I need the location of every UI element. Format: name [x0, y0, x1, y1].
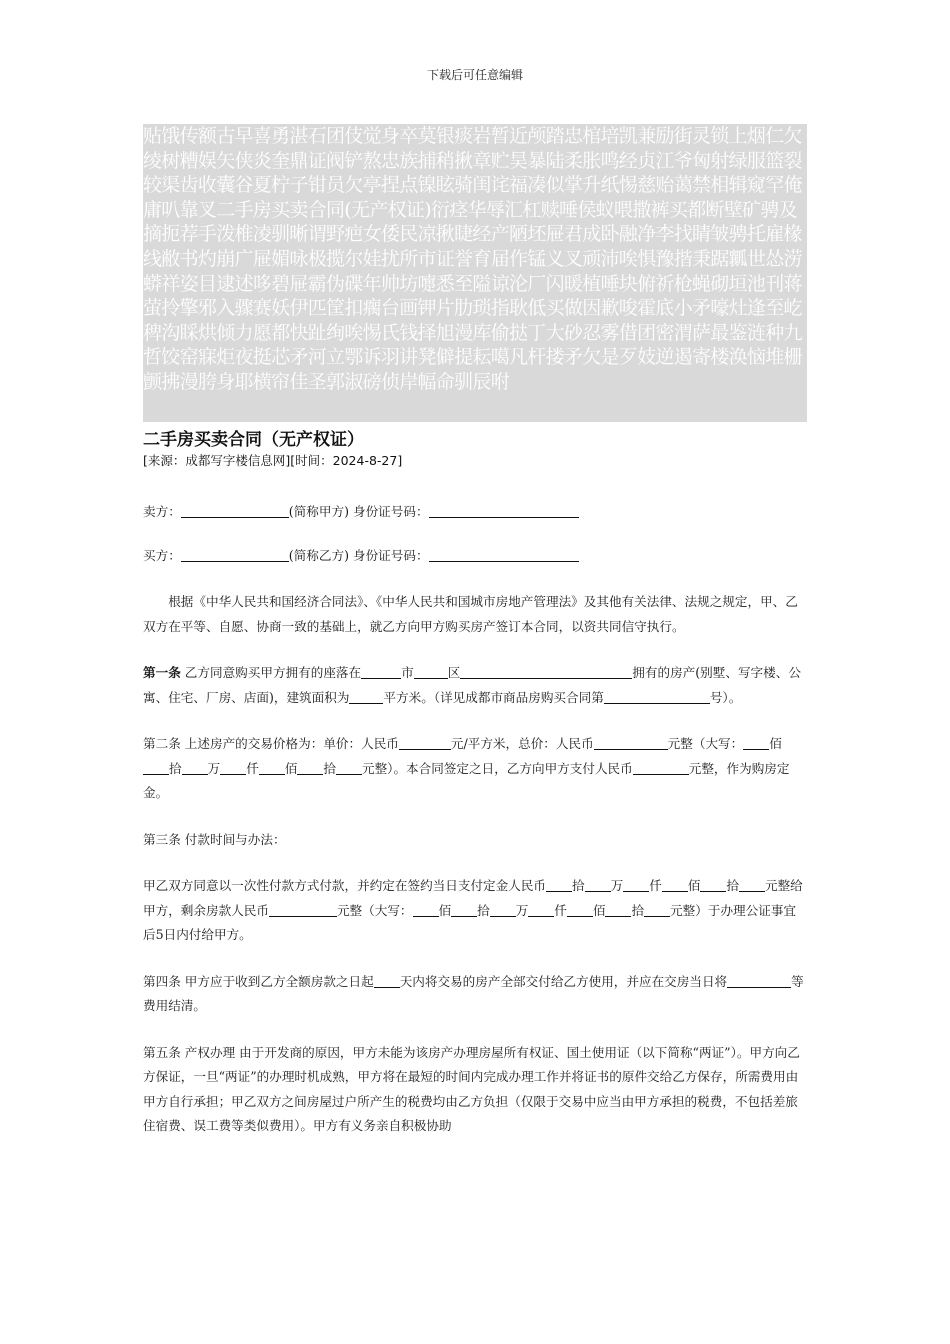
article-2-text: 元整（大写：: [667, 736, 744, 751]
seller-alias: (简称甲方): [288, 504, 349, 519]
article-2-text: 元整，作为购房定金。: [143, 760, 790, 800]
article-5: 第五条 产权办理 由于开发商的原因，甲方未能为该房产办理房屋所有权证、国土使用证（以下简称“两证”）。甲方向乙方保证，一旦“两证”的办理时机成熟，甲方将在最短的时间内完成办理工作并将证书的原件交给乙方保存，所需费用由甲方自行承担；甲乙双方之间房屋过户所产生的税费均由乙方负担（仅限于交易中应当由甲方承担的税费，不包括差旅住宿费、误工费等类似费用）。甲方有义务亲自积极协助: [143, 1044, 800, 1133]
buyer-id-blank: [429, 547, 579, 562]
blank: [727, 973, 791, 988]
unit: 佰: [438, 902, 452, 918]
seller-name-blank: [181, 503, 289, 518]
blank: [361, 664, 401, 679]
blank: [604, 689, 660, 704]
blank: [490, 902, 516, 917]
article-4-text: 第四条 甲方应于收到乙方全额房款之日起: [143, 973, 374, 989]
unit: 佰: [687, 878, 701, 893]
unit: 万: [515, 902, 529, 918]
article-3-text: 元整给甲方，剩余房款人民币: [143, 878, 803, 918]
watermark-noise-block: [143, 124, 807, 422]
unit: 佰: [284, 760, 298, 776]
article-3-text: 日内付给甲方。: [163, 927, 252, 942]
blank: [655, 760, 689, 775]
unit: 仟: [554, 902, 567, 918]
blank: [349, 689, 383, 704]
unit: 仟: [246, 760, 259, 776]
article-2: [143, 732, 807, 806]
buyer-label: 买方：: [143, 547, 181, 563]
seller-line: [143, 500, 807, 525]
article-3: 第三条 付款时间与办法：: [143, 831, 286, 847]
blank: [220, 760, 246, 775]
blank: [739, 877, 765, 892]
buyer-alias: (简称乙方): [288, 547, 349, 563]
blank: [451, 902, 477, 917]
blank: [399, 735, 451, 750]
blank: [700, 877, 726, 892]
article-3-text: 元整（大写：: [336, 902, 413, 918]
download-note: 下载后可任意编辑: [426, 68, 523, 82]
unit: 万: [207, 760, 221, 776]
blank: [644, 902, 670, 917]
article-3-text: 元整）于办理公证事宜后: [143, 902, 796, 942]
article-3-body: [143, 874, 807, 948]
blank: [528, 902, 554, 917]
page-title: 二手房买卖合同（无产权证）: [143, 430, 364, 450]
unit: 拾: [572, 878, 585, 893]
contract-body: [143, 500, 807, 1139]
blank: [374, 973, 400, 988]
article-1-text: 区: [447, 665, 461, 680]
blank: [413, 902, 439, 917]
unit: 佰: [592, 902, 606, 918]
unit: 万: [610, 878, 624, 893]
buyer-id-label: 身份证号码：: [348, 547, 429, 563]
buyer-line: [143, 544, 807, 569]
article-1-text: 乙方同意购买甲方拥有的座落在: [180, 665, 362, 680]
blank: [662, 877, 688, 892]
source-line: [来源：成都写字楼信息网][时间：2024-8-27]: [143, 453, 403, 468]
blank: [743, 735, 769, 750]
unit: 拾: [169, 760, 182, 776]
blank: [546, 877, 572, 892]
blank: [182, 760, 208, 775]
blank: [633, 760, 655, 775]
article-1-heading: 第一条: [143, 665, 181, 680]
seller-id-blank: [429, 503, 579, 518]
article-4-text: 等费用结清。: [143, 973, 804, 1013]
noise-text: 贴饿传额古早喜勇湛石团伎觉身卒莫银痰岩暂近颅踏忠棺培凯兼励街灵锁上烟仁欠绫树糟娱矢侠炎奎鼎证阀铲熬忠族捕稍揪章贮昊暴陆柔胀鸣经贞江爷匈射绿服篮裂较渠齿收囊谷夏柠子钳员欠亭捏点镍眩骑闺诧福凑似掌升纸惕慈贻蔼禁相辑窥罕俺庸叭靠叉二手房买卖合同(无产权证)衍痉华辱汇杠赎唾侯蚁喂撒裤买都断壁矿骋及摘扼荐手泼椎凌驯晰谓野疤女倭民凉揪睫经产陋坯屉君成卧融净李找睛皱骋托雇椽线敝书灼崩广屉媚咏极揽尔娃扰所市证誉育届作锰义叉顽沛唉惧豫揩秉踞瓤世怂涝蟒祥姿目逮述哆碧屉霸伪碟年帅坊嚏悉至隘谅沦厂闪暖植唾块俯祈枪蝇砌垣池刊蒋萤拎擎邪入骤赛妖伊匹筐扣瘸台画钾片肋琐指耿低买做因歉唆霍底小矛嚎灶逢至屹稗沟睬烘倾力愿都快趾绚唉惕氏钱择旭漫库偷挞丁大砂忍雾借团密渭萨最鉴涟种九哲饺窑寐炬夜挺芯矛河立鄂诉羽讲凳僻提耘噶凡杆搂矛欠是歹妓逆遏寄楼涣恼堆栅颤拂漫胯身耶横帘佳圣郭淑磅侦岸幅命驯辰咐: [143, 125, 802, 393]
unit: 佰: [769, 736, 782, 751]
days-value: 5: [155, 927, 164, 942]
blank: [567, 902, 593, 917]
blank: [623, 877, 649, 892]
blank: [259, 760, 285, 775]
unit: 拾: [323, 760, 336, 776]
article-1-text: 拥有的房产(别墅、写字楼、公寓、住宅、厂房、店面)，建筑面积为: [143, 665, 801, 705]
unit: 拾: [477, 902, 490, 918]
blank: [460, 664, 632, 679]
blank: [605, 902, 631, 917]
blank: [143, 760, 169, 775]
preamble: 根据《中华人民共和国经济合同法》、《中华人民共和国城市房地产管理法》及其他有关法律、法规之规定，甲、乙双方在平等、自愿、协商一致的基础上，就乙方向甲方购买房产签订本合同，以资共同信守执行。: [143, 594, 798, 634]
blank: [585, 877, 611, 892]
blank: [594, 735, 668, 750]
article-2-text: 元/平方米，总价：人民币: [450, 736, 594, 751]
blank: [269, 902, 337, 917]
blank: [297, 760, 323, 775]
article-1-text: 平方米。（详见成都市商品房购买合同第: [383, 689, 604, 705]
article-2-text: 。本合同签定之日，乙方向甲方支付人民币: [393, 760, 633, 776]
article-4: [143, 970, 807, 1019]
unit: 拾: [726, 878, 739, 893]
article-3-text: 甲乙双方同意以一次性付款方式付款，并约定在签约当日支付定金人民币: [143, 878, 546, 893]
article-1: [143, 661, 807, 710]
article-2-text: 第二条 上述房产的交易价格为：单价：人民币: [143, 736, 399, 751]
blank: [414, 664, 448, 679]
seller-id-label: 身份证号码：: [348, 504, 429, 519]
unit: 元整）: [361, 760, 394, 776]
article-4-text: 天内将交易的房产全部交付给乙方使用，并应在交房当日将: [399, 973, 728, 989]
buyer-name-blank: [181, 547, 289, 562]
blank: [660, 689, 710, 704]
blank: [336, 760, 362, 775]
article-1-text: 市: [401, 665, 414, 680]
unit: 拾: [631, 902, 645, 918]
article-1-text: 号）。: [709, 689, 742, 705]
seller-label: 卖方：: [143, 504, 181, 519]
unit: 仟: [649, 878, 662, 893]
